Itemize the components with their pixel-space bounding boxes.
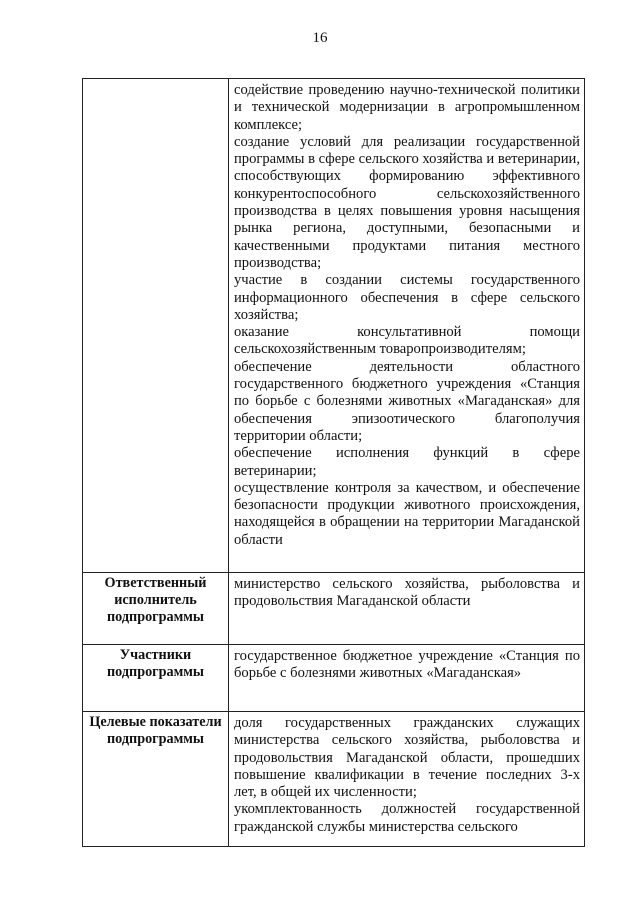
subprogram-passport-table [82, 78, 585, 847]
row-label-cell [83, 79, 229, 573]
row-label [83, 79, 228, 81]
row-label: Целевые показатели подпрограммы [89, 714, 222, 748]
task-paragraph: осуществление контроля за качеством, и обеспечение безопасности продукции животного происхождения, находящейся в обращении на территории Магаданской области [234, 479, 580, 548]
row-content-cell [229, 79, 585, 573]
task-paragraph: создание условий для реализации государственной программы в сфере сельского хозяйства и ветеринарии, способствующих формированию эффективного конкурентоспособного сельскохозяйственного производства в целях повышения уровня насыщения рынка региона, доступными, безопасными и качественными продуктами питания местного производства; [234, 133, 580, 271]
task-paragraph: оказание консультативной помощи сельскохозяйственным товаропроизводителям; [234, 324, 580, 358]
row-label: Участники подпрограммы [106, 647, 205, 681]
row-content-cell [229, 573, 585, 645]
table-row-responsible-executor [83, 573, 585, 645]
row-label-cell [83, 645, 229, 712]
participants-paragraph: государственное бюджетное учреждение «Станция по борьбе с болезнями животных «Магаданская» [234, 648, 580, 682]
indicator-paragraph: укомплектованность должностей государственной гражданской службы министерства сельского [234, 801, 580, 835]
executor-paragraph: министерство сельского хозяйства, рыболовства и продовольствия Магаданской области [234, 576, 580, 610]
row-label-cell [83, 573, 229, 645]
table-row-tasks [83, 79, 585, 573]
row-content-cell [229, 712, 585, 847]
indicator-paragraph: доля государственных гражданских служащих министерства сельского хозяйства, рыболовства и продовольствия Магаданской области, прошедших повышение квалификации в течение последних 3-х лет, в общей их численности; [234, 715, 580, 801]
task-paragraph: содействие проведению научно-технической политики и технической модернизации в агропромышленном комплексе; [234, 82, 580, 133]
table-row-participants [83, 645, 585, 712]
row-label: Ответственный исполнитель подпрограммы [104, 575, 207, 626]
page-number: 16 [312, 30, 328, 46]
task-paragraph: участие в создании системы государственного информационного обеспечения в сфере сельского хозяйства; [234, 272, 580, 323]
row-content-cell [229, 645, 585, 712]
task-paragraph: обеспечение деятельности областного государственного бюджетного учреждения «Станция по борьбе с болезнями животных «Магаданская» для обеспечения эпизоотического благополучия территории области; [234, 358, 580, 444]
row-label-cell [83, 712, 229, 847]
table-row-target-indicators [83, 712, 585, 847]
task-paragraph: обеспечение исполнения функций в сфере ветеринарии; [234, 445, 580, 479]
